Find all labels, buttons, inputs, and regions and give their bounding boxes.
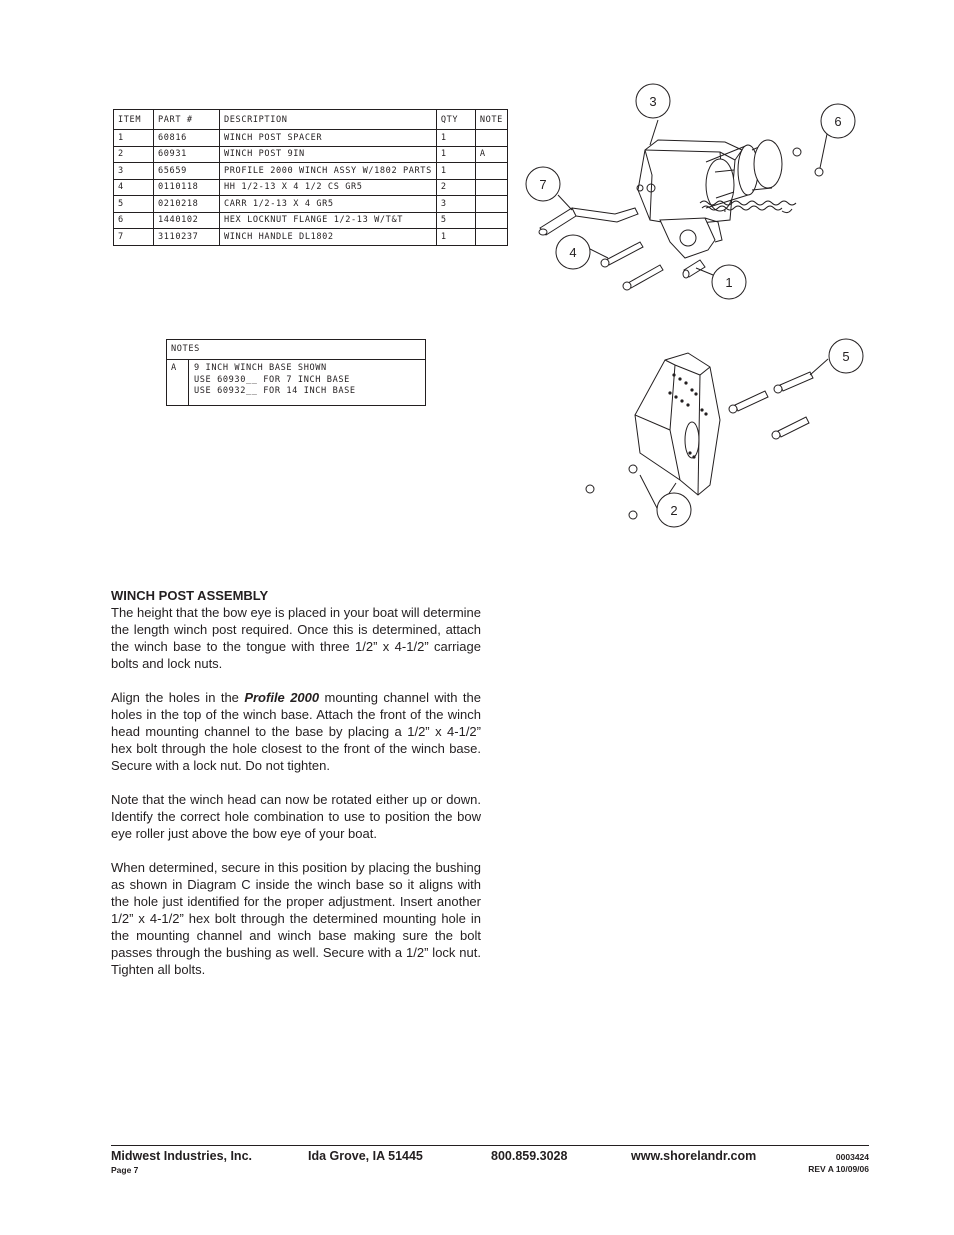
cell-item: 1 — [114, 130, 154, 147]
cell-item: 7 — [114, 229, 154, 246]
callout-6 — [821, 104, 855, 138]
cell-description: CARR 1/2-13 X 4 GR5 — [220, 196, 437, 213]
locknut-illustration — [793, 148, 801, 156]
cell-part-number: 3110237 — [154, 229, 220, 246]
cell-item: 3 — [114, 163, 154, 180]
header-qty: QTY — [436, 110, 475, 130]
product-name: Profile 2000 — [244, 690, 320, 705]
cell-note — [475, 229, 507, 246]
cell-item: 5 — [114, 196, 154, 213]
paragraph: Note that the winch head can now be rotated either up or down. Identify the correct hole combination to use to position the bow eye roller just above the bow eye of your boat. — [111, 792, 481, 841]
doc-number: 0003424 — [835, 1152, 869, 1162]
locknut-illustration — [815, 168, 823, 176]
callout-label: 6 — [834, 114, 842, 129]
header-description: DESCRIPTION — [220, 110, 437, 130]
section-heading: WINCH POST ASSEMBLY — [111, 588, 269, 603]
revision: REV A 10/09/06 — [808, 1164, 869, 1174]
callout-2 — [657, 493, 691, 527]
cell-part-number: 60816 — [154, 130, 220, 147]
callout-label: 7 — [539, 177, 547, 192]
winch-body-illustration — [637, 140, 782, 225]
cell-part-number: 65659 — [154, 163, 220, 180]
cell-item: 2 — [114, 146, 154, 163]
notes-line: 9 INCH WINCH BASE SHOWN — [194, 363, 327, 373]
parts-table — [113, 109, 508, 246]
table-row — [114, 163, 508, 180]
table-row — [114, 146, 508, 163]
cell-qty: 1 — [436, 229, 475, 246]
footer-phone: 800.859.3028 — [491, 1149, 568, 1163]
notes-title: NOTES — [167, 340, 425, 360]
cell-description: HEX LOCKNUT FLANGE 1/2-13 W/T&T — [220, 212, 437, 229]
notes-row — [167, 360, 425, 406]
header-part-number: PART # — [154, 110, 220, 130]
winch-handle-illustration — [539, 208, 638, 235]
paragraph: The height that the bow eye is placed in your boat will determine the length winch post required. Once this is determined, attach the winch base to the tongue with three 1/2” x 4-1/2” carriage bolts and lock nuts. — [111, 605, 481, 671]
instructions-body — [111, 587, 481, 995]
table-row — [114, 229, 508, 246]
callout-label: 4 — [569, 245, 577, 260]
winch-assembly-diagram — [520, 80, 870, 310]
cell-note — [475, 163, 507, 180]
callout-label: 3 — [649, 94, 657, 109]
page-number: Page 7 — [111, 1165, 139, 1175]
callout-label: 5 — [842, 349, 850, 364]
cell-note — [475, 179, 507, 196]
locknut-illustration — [629, 465, 637, 473]
notes-lines — [189, 360, 356, 406]
callout-1 — [712, 265, 746, 299]
cell-qty: 1 — [436, 163, 475, 180]
cell-description: WINCH POST SPACER — [220, 130, 437, 147]
cell-description: WINCH HANDLE DL1802 — [220, 229, 437, 246]
header-item: ITEM — [114, 110, 154, 130]
callout-5 — [829, 339, 863, 373]
cell-part-number: 1440102 — [154, 212, 220, 229]
locknut-illustration — [629, 511, 637, 519]
cell-part-number: 60931 — [154, 146, 220, 163]
table-row — [114, 130, 508, 147]
callout-7 — [526, 167, 560, 201]
cell-qty: 1 — [436, 130, 475, 147]
footer-website: www.shorelandr.com — [631, 1149, 757, 1163]
cell-part-number: 0110118 — [154, 179, 220, 196]
hex-bolt-illustration — [601, 242, 663, 290]
table-row — [114, 196, 508, 213]
footer-company: Midwest Industries, Inc. — [111, 1149, 252, 1163]
callout-label: 2 — [670, 503, 678, 518]
paragraph-text: Align the holes in the — [111, 690, 245, 705]
cell-item: 4 — [114, 179, 154, 196]
notes-key: A — [167, 360, 189, 406]
carriage-bolt-illustration — [729, 372, 813, 439]
cell-note — [475, 212, 507, 229]
notes-line: USE 60932__ FOR 14 INCH BASE — [194, 386, 356, 396]
winch-post-illustration — [635, 353, 720, 495]
cell-qty: 5 — [436, 212, 475, 229]
cell-note: A — [475, 146, 507, 163]
cell-item: 6 — [114, 212, 154, 229]
cell-note — [475, 130, 507, 147]
callout-label: 1 — [725, 275, 733, 290]
locknut-illustration — [586, 485, 594, 493]
cell-qty: 1 — [436, 146, 475, 163]
cell-qty: 3 — [436, 196, 475, 213]
cell-part-number: 0210218 — [154, 196, 220, 213]
notes-line: USE 60930__ FOR 7 INCH BASE — [194, 374, 350, 385]
paragraph — [111, 689, 481, 774]
footer-location: Ida Grove, IA 51445 — [308, 1149, 423, 1163]
cell-description: WINCH POST 9IN — [220, 146, 437, 163]
callout-4 — [556, 235, 590, 269]
spacer-illustration — [683, 260, 705, 278]
footer-rule — [111, 1145, 869, 1146]
paragraph-text: mounting channel with the holes in the top of the winch base. Attach the front of the winch head mounting channel to the base by placing a 1/2” x 4-1/2” hex bolt through the hole closest to the front of the winch base. Secure with a lock nut. Do not tighten. — [111, 690, 481, 773]
notes-box — [166, 339, 426, 406]
callout-3 — [636, 84, 670, 118]
winch-post-diagram — [570, 335, 870, 535]
cell-note — [475, 196, 507, 213]
table-row — [114, 179, 508, 196]
cell-description: HH 1/2-13 X 4 1/2 CS GR5 — [220, 179, 437, 196]
cell-description: PROFILE 2000 WINCH ASSY W/1802 PARTS — [220, 163, 437, 180]
winch-bracket-illustration — [660, 218, 722, 258]
paragraph: When determined, secure in this position by placing the bushing as shown in Diagram C inside the winch base so it aligns with the hole just identified for the proper adjustment. Insert another 1/2” x 4-1/2” hex bolt through the determined mounting hole in the mounting channel and winch base making sure the bolt passes through the bushing as well. Secure with a 1/2” lock nut. Tighten all bolts. — [111, 860, 481, 977]
parts-table-header — [114, 110, 508, 130]
table-row — [114, 212, 508, 229]
cell-qty: 2 — [436, 179, 475, 196]
header-note: NOTE — [475, 110, 507, 130]
